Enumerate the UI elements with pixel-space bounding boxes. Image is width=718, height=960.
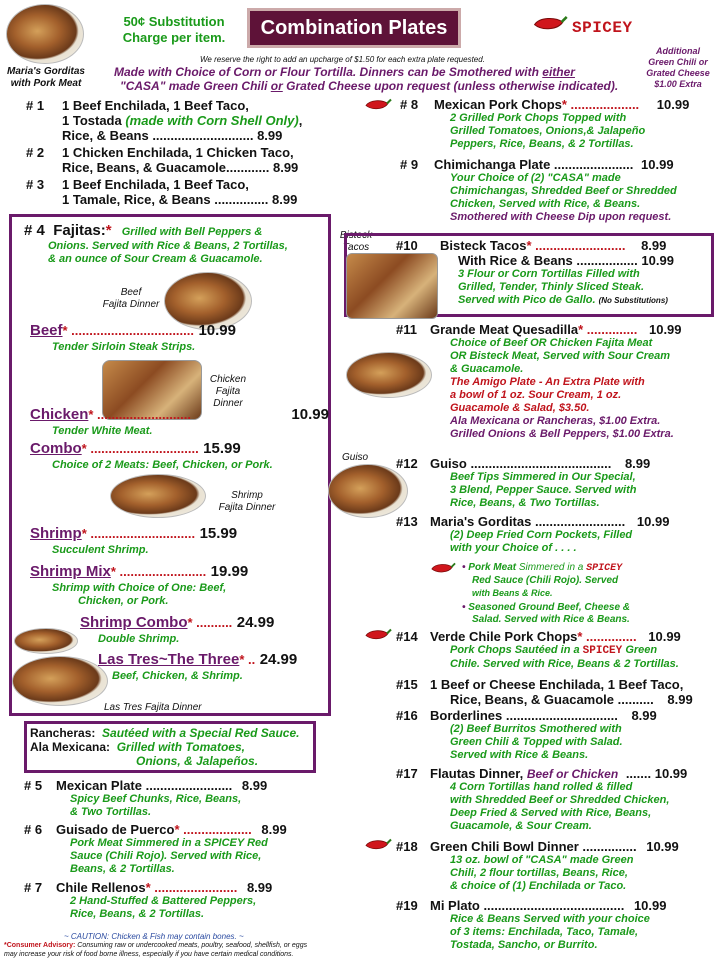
menu-item-9: # 9 Chimichanga Plate ...................... 10.99 Your Choice of (2) "CASA" made Chimichangas, Shredded Beef or Shredded Chicken, Served with Rice, & Beans. Smothered with Cheese Dip upon request.: [400, 157, 677, 223]
fajita-shrimp-desc: Succulent Shrimp.: [52, 544, 149, 556]
caution-note: ~ CAUTION: Chicken & Fish may contain bones. ~: [64, 932, 244, 941]
photo-caption: Maria's Gorditas with Pork Meat: [7, 66, 85, 89]
fajita-chicken: Chicken* .......................... 10.99: [30, 406, 329, 423]
fajita-shrimp: Shrimp* ............................. 15.99: [30, 525, 238, 542]
menu-item-19: #19 Mi Plato ....................................... 10.99 Rice & Beans Served with your choice of 3 items: Enchilada, Taco, Tamale, Tostada, Sancho, or Burrito.: [396, 898, 667, 951]
menu-item-5: # 5 Mexican Plate ........................ 8.99 Spicy Beef Chunks, Rice, Beans, & Two Tortillas.: [24, 778, 268, 818]
fajitas-header: # 4 Fajitas:* Grilled with Bell Peppers &: [24, 222, 263, 239]
beef-photo-label: Beef Fajita Dinner: [102, 287, 160, 310]
fajitas-desc: Onions. Served with Rice & Beans, 2 Tortillas, & an ounce of Sour Cream & Guacamole.: [48, 240, 288, 265]
pepper-icon: [364, 628, 392, 642]
menu-item-3: # 3 1 Beef Enchilada, 1 Beef Taco, 1 Tamale, Rice, & Beans ............... 8.99: [26, 177, 298, 207]
menu-item-1: # 1 1 Beef Enchilada, 1 Beef Taco, 1 Tostada (made with Corn Shell Only), Rice, & Beans ............................ 8.99: [26, 98, 303, 143]
shrimp-photo-label: Shrimp Fajita Dinner: [218, 490, 276, 513]
shrimp-combo-photo: [14, 628, 78, 654]
menu-item-15: #15 1 Beef or Cheese Enchilada, 1 Beef Taco, Rice, Beans, & Guacamole .......... 8.99: [396, 677, 693, 707]
spicy-legend: SPICEY: [572, 19, 633, 37]
fajita-shrimp-combo-desc: Double Shrimp.: [98, 633, 180, 645]
pepper-icon: [364, 98, 392, 112]
fajita-las-tres: Las Tres~The Three* .. 24.99: [98, 651, 298, 668]
fajita-chicken-desc: Tender White Meat.: [52, 425, 153, 437]
pepper-icon: [532, 14, 568, 34]
fajita-beef: Beef* .................................. 10.99: [30, 322, 236, 339]
fajita-las-tres-desc: Beef, Chicken, & Shrimp.: [112, 670, 243, 682]
fajita-combo-desc: Choice of 2 Meats: Beef, Chicken, or Pork.: [52, 459, 273, 471]
menu-item-7: # 7 Chile Rellenos* ....................... 8.99 2 Hand-Stuffed & Battered Peppers, Rice, Beans, & 2 Tortillas.: [24, 880, 273, 920]
made-with-note-2: "CASA" made Green Chili or Grated Cheese upon request (unless otherwise indicated).: [120, 79, 619, 93]
fajita-beef-desc: Tender Sirloin Steak Strips.: [52, 341, 196, 353]
gorditas-option-pork: • Pork Meat Simmered in a SPICEY Red Sauce (Chili Rojo). Served with Beans & Rice.: [462, 562, 623, 598]
additional-note: Additional Green Chili or Grated Cheese $1.00 Extra: [646, 46, 710, 89]
menu-item-6: # 6 Guisado de Puerco* ................... 8.99 Pork Meat Simmered in a SPICEY Red Sauce (Chili Rojo). Served with Rice, Beans, & 2 Tortillas.: [24, 822, 287, 875]
upcharge-note: We reserve the right to add an upcharge of $1.50 for each extra plate requested.: [200, 55, 485, 64]
bisteck-photo-label: Bisteck Tacos: [339, 230, 373, 253]
fajita-shrimp-mix: Shrimp Mix* ........................ 19.99: [30, 563, 249, 580]
tres-photo-label: Las Tres Fajita Dinner: [104, 702, 202, 713]
fajita-shrimp-combo: Shrimp Combo* .......... 24.99: [80, 614, 275, 631]
fajita-shrimp-mix-desc: Shrimp with Choice of One: Beef, Chicken, or Pork.: [52, 582, 227, 607]
menu-item-17: #17 Flautas Dinner, Beef or Chicken ....... 10.99 4 Corn Tortillas hand rolled & filled with Shredded Beef or Shredded Chicken, Deep Fried & Served with Rice, Beans, Guacamole, & Sour Cream.: [396, 766, 688, 832]
page-title: Combination Plates: [247, 8, 461, 48]
tres-fajita-photo: [12, 656, 108, 706]
made-with-note: Made with Choice of Corn or Flour Tortilla. Dinners can be Smothered with either: [114, 65, 575, 79]
consumer-advisory: *Consumer Advisory: Consuming raw or undercooked meats, poultry, seafood, shellfish, or eggs may increase your risk of food borne illness, especially if you have certain medical conditions.: [4, 942, 308, 958]
menu-item-12: #12 Guiso ....................................... 8.99 Beef Tips Simmered in Our Special, 3 Blend, Pepper Sauce. Served with Rice, Beans, & Two Tortillas.: [396, 456, 651, 509]
shrimp-fajita-photo: [110, 474, 206, 518]
guiso-photo-label: Guiso: [342, 452, 369, 463]
chicken-photo-label: Chicken Fajita Dinner: [209, 374, 247, 409]
menu-item-10: #10 Bisteck Tacos* ......................... 8.99 With Rice & Beans ................. 10.99 3 Flour or Corn Tortillas Filled with Grilled, Tender, Thinly Sliced Steak. Served with Pico de Gallo. (No Substitutions): [396, 238, 674, 306]
menu-item-11: #11 Grande Meat Quesadilla* .............. 10.99 Choice of Beef OR Chicken Fajita Meat OR Bisteck Meat, Served with Sour Cream & Guacamole. The Amigo Plate - An Extra Plate with a bowl of 1 oz. Sour Cream, 1 oz. Guacamole & Salad, $3.50. Ala Mexicana or Rancheras, $1.00 Extra. Grilled Onions & Bell Peppers, $1.00 Extra.: [396, 322, 682, 440]
menu-item-18: #18 Green Chili Bowl Dinner ............... 10.99 13 oz. bowl of "CASA" made Green Chili, 2 flour tortillas, Beans, Rice, & choice of (1) Enchilada or Taco.: [396, 839, 679, 892]
menu-item-13: #13 Maria's Gorditas ......................... 10.99 (2) Deep Fried Corn Pockets, Filled with your Choice of . . . .: [396, 514, 670, 554]
substitution-note: 50¢ Substitution Charge per item.: [122, 14, 226, 45]
rancheras-text: Rancheras: Sautéed with a Special Red Sauce. Ala Mexicana: Grilled with Tomatoes, Onions, & Jalapeños.: [30, 726, 300, 768]
pepper-icon: [430, 562, 456, 575]
gorditas-option-beef: • Seasoned Ground Beef, Cheese & Salad. Served with Rice & Beans.: [462, 602, 631, 625]
menu-item-16: #16 Borderlines ............................... 8.99 (2) Beef Burritos Smothered with Green Chili & Topped with Salad. Served with Rice & Beans.: [396, 708, 657, 761]
menu-item-14: #14 Verde Chile Pork Chops* .............. 10.99 Pork Chops Sautéed in a SPICEY Green Chile. Served with Rice, Beans & 2 Tortillas.: [396, 629, 681, 670]
menu-item-8: # 8 Mexican Pork Chops* ................... 10.99 2 Grilled Pork Chops Topped with Grilled Tomatoes, Onions,& Jalapeño Peppers, Rice, Beans, & 2 Tortillas.: [400, 97, 690, 150]
pepper-icon: [364, 838, 392, 852]
gorditas-photo: [6, 4, 84, 64]
menu-item-2: # 2 1 Chicken Enchilada, 1 Chicken Taco, Rice, Beans, & Guacamole............ 8.99: [26, 145, 299, 175]
fajita-combo: Combo* .............................. 15.99: [30, 440, 241, 457]
